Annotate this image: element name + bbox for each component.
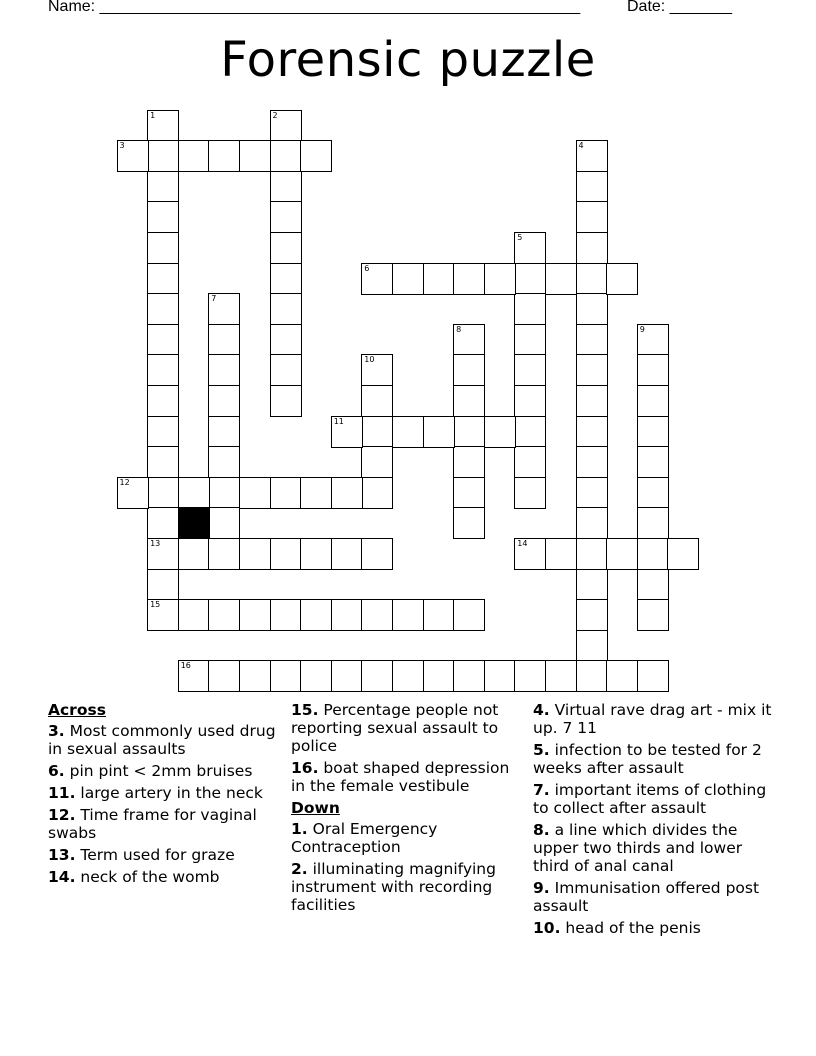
grid-cell[interactable] [637,538,669,570]
grid-cell[interactable] [484,416,516,448]
grid-cell[interactable] [606,263,638,295]
grid-cell[interactable] [576,293,608,325]
grid-cell[interactable] [637,599,669,631]
grid-cell[interactable] [606,660,638,692]
grid-cell[interactable] [637,477,669,509]
clue-number: 13 [150,538,161,548]
clue-down-2: 2. illuminating magnifying instrument with recording facilities [291,860,496,914]
grid-cell[interactable] [423,263,455,295]
grid-cell[interactable] [331,660,363,692]
grid-cell[interactable] [117,140,149,172]
clue-number: 12 [119,477,130,487]
grid-cell[interactable] [576,232,608,264]
clue-across-3: 3. Most commonly used drug in sexual assaults [48,722,276,758]
clue-down-1: 1. Oral Emergency Contraception [291,820,438,856]
clue-number: 7 [211,294,217,304]
grid-cell[interactable] [576,630,608,662]
clue-number: 8 [456,324,462,334]
grid-cell[interactable] [270,354,302,386]
across-heading: Across [48,701,106,719]
grid-cell[interactable] [147,171,179,203]
grid-cell[interactable] [147,110,179,142]
grid-cell[interactable] [300,477,332,509]
grid-cell[interactable] [576,446,608,478]
grid-cell[interactable] [361,538,393,570]
grid-cell[interactable] [208,416,240,448]
grid-cell[interactable] [270,599,302,631]
grid-cell[interactable] [392,660,424,692]
grid-cell[interactable] [239,599,271,631]
grid-cell[interactable] [667,538,699,570]
grid-cell[interactable] [637,569,669,601]
grid-cell[interactable] [637,385,669,417]
grid-cell[interactable] [178,538,210,570]
grid-cell[interactable] [147,569,179,601]
grid-cell[interactable] [576,477,608,509]
grid-cell[interactable] [208,354,240,386]
grid-cell[interactable] [576,660,608,692]
clue-column-3 [533,701,773,941]
grid-cell[interactable] [576,538,608,570]
grid-cell[interactable] [147,140,179,172]
grid-cell[interactable] [270,171,302,203]
grid-cell[interactable] [576,263,608,295]
clue-column-1 [48,701,280,890]
grid-cell[interactable] [208,507,240,539]
grid-cell[interactable] [361,385,393,417]
grid-cell[interactable] [545,660,577,692]
grid-cell[interactable] [208,599,240,631]
grid-cell[interactable] [453,477,485,509]
grid-cell[interactable] [361,660,393,692]
clue-number: 3 [119,141,125,151]
grid-cell[interactable] [545,263,577,295]
grid-cell[interactable] [331,538,363,570]
clue-number: 2 [272,110,278,120]
grid-cell[interactable] [208,140,240,172]
grid-cell[interactable] [208,538,240,570]
grid-cell[interactable] [147,354,179,386]
date-label: Date: _______ [627,0,732,15]
grid-cell[interactable] [147,416,179,448]
grid-cell[interactable] [453,507,485,539]
grid-cell[interactable] [484,263,516,295]
grid-cell[interactable] [270,110,302,142]
grid-cell[interactable] [606,538,638,570]
clue-number: 1 [150,110,156,120]
clue-number: 10 [364,355,375,365]
grid-cell[interactable] [239,660,271,692]
grid-cell[interactable] [453,599,485,631]
grid-cell[interactable] [423,416,455,448]
grid-cell[interactable] [208,385,240,417]
clue-across-13: 13. Term used for graze [48,846,235,864]
grid-cell[interactable] [576,599,608,631]
clue-number: 5 [517,232,523,242]
grid-cell[interactable] [637,507,669,539]
grid-cell[interactable] [270,477,302,509]
grid-cell[interactable] [514,354,546,386]
grid-cell[interactable] [147,293,179,325]
grid-cell[interactable] [637,354,669,386]
grid-cell[interactable] [331,477,363,509]
clue-across-11: 11. large artery in the neck [48,784,263,802]
grid-cell[interactable] [270,263,302,295]
clue-down-7: 7. important items of clothing to collect after assault [533,781,767,817]
grid-cell[interactable] [178,660,210,692]
grid-cell[interactable] [331,599,363,631]
clue-down-8: 8. a line which divides the upper two thirds and lower third of anal canal [533,821,743,875]
grid-cell[interactable] [514,324,546,356]
grid-cell[interactable] [545,538,577,570]
clue-across-14: 14. neck of the womb [48,868,220,886]
grid-cell[interactable] [453,324,485,356]
grid-cell[interactable] [331,416,363,448]
grid-cell[interactable] [637,416,669,448]
grid-cell[interactable] [576,201,608,233]
grid-cell[interactable] [147,446,179,478]
grid-cell[interactable] [270,660,302,692]
grid-cell[interactable] [300,660,332,692]
clue-column-2 [291,701,523,918]
grid-cell[interactable] [637,446,669,478]
grid-cell[interactable] [147,263,179,295]
clue-across-15: 15. Percentage people not reporting sexual assault to police [291,701,499,755]
grid-cell[interactable] [392,599,424,631]
grid-cell[interactable] [361,263,393,295]
grid-cell[interactable] [576,324,608,356]
grid-cell[interactable] [514,385,546,417]
grid-cell[interactable] [453,416,485,448]
grid-cell[interactable] [453,446,485,478]
grid-cell[interactable] [147,232,179,264]
grid-cell[interactable] [239,140,271,172]
grid-cell[interactable] [147,201,179,233]
grid-cell[interactable] [576,140,608,172]
grid-cell[interactable] [484,660,516,692]
grid-cell[interactable] [576,354,608,386]
grid-cell[interactable] [453,263,485,295]
grid-cell[interactable] [514,660,546,692]
grid-cell[interactable] [178,599,210,631]
grid-cell[interactable] [239,538,271,570]
grid-cell[interactable] [270,324,302,356]
grid-cell[interactable] [514,538,546,570]
grid-cell[interactable] [208,477,240,509]
page-title: Forensic puzzle [220,32,596,88]
grid-cell[interactable] [178,477,210,509]
grid-cell[interactable] [361,354,393,386]
grid-cell[interactable] [300,538,332,570]
grid-cell[interactable] [514,293,546,325]
grid-cell[interactable] [576,385,608,417]
grid-cell[interactable] [576,569,608,601]
clue-number: 16 [180,661,191,671]
grid-cell[interactable] [637,660,669,692]
clue-number: 11 [333,416,344,426]
grid-cell[interactable] [637,324,669,356]
grid-cell[interactable] [208,293,240,325]
grid-cell[interactable] [147,385,179,417]
grid-cell[interactable] [147,599,179,631]
clue-number: 4 [578,141,584,151]
clue-down-4: 4. Virtual rave drag art - mix it up. 7 11 [533,701,772,737]
grid-cell[interactable] [576,171,608,203]
down-heading: Down [291,799,340,817]
grid-cell[interactable] [147,507,179,539]
grid-cell[interactable] [453,660,485,692]
grid-cell[interactable] [147,324,179,356]
clue-number: 9 [639,324,645,334]
grid-cell[interactable] [208,660,240,692]
grid-cell[interactable] [423,660,455,692]
grid-cell[interactable] [576,416,608,448]
clue-down-10: 10. head of the penis [533,919,701,937]
grid-cell[interactable] [270,201,302,233]
clue-down-9: 9. Immunisation offered post assault [533,879,760,915]
grid-cell[interactable] [208,446,240,478]
grid-cell[interactable] [270,385,302,417]
grid-cell[interactable] [423,599,455,631]
grid-cell[interactable] [239,477,271,509]
grid-cell[interactable] [147,477,179,509]
grid-cell[interactable] [453,385,485,417]
grid-cell[interactable] [392,416,424,448]
grid-cell[interactable] [392,263,424,295]
clue-across-12: 12. Time frame for vaginal swabs [48,806,257,842]
clue-across-16: 16. boat shaped depression in the female vestibule [291,759,510,795]
grid-cell[interactable] [361,416,393,448]
clue-down-5: 5. infection to be tested for 2 weeks after assault [533,741,762,777]
grid-cell[interactable] [178,140,210,172]
name-label: Name: ______________________________________________________ [48,0,581,15]
grid-cell[interactable] [300,599,332,631]
grid-cell[interactable] [514,477,546,509]
grid-cell[interactable] [514,446,546,478]
clue-number: 14 [517,538,528,548]
clue-number: 6 [364,263,370,273]
grid-cell[interactable] [147,538,179,570]
grid-cell[interactable] [361,477,393,509]
grid-cell[interactable] [270,232,302,264]
grid-cell[interactable] [270,140,302,172]
grid-cell[interactable] [270,293,302,325]
grid-cell[interactable] [361,599,393,631]
grid-cell[interactable] [361,446,393,478]
grid-cell[interactable] [514,416,546,448]
grid-cell[interactable] [514,232,546,264]
grid-cell[interactable] [208,324,240,356]
grid-cell[interactable] [576,507,608,539]
grid-cell[interactable] [117,477,149,509]
clue-across-6: 6. pin pint < 2mm bruises [48,762,253,780]
grid-cell[interactable] [270,538,302,570]
black-square [178,507,210,539]
grid-cell[interactable] [453,354,485,386]
clue-number: 15 [150,600,161,610]
grid-cell[interactable] [514,263,546,295]
grid-cell[interactable] [300,140,332,172]
